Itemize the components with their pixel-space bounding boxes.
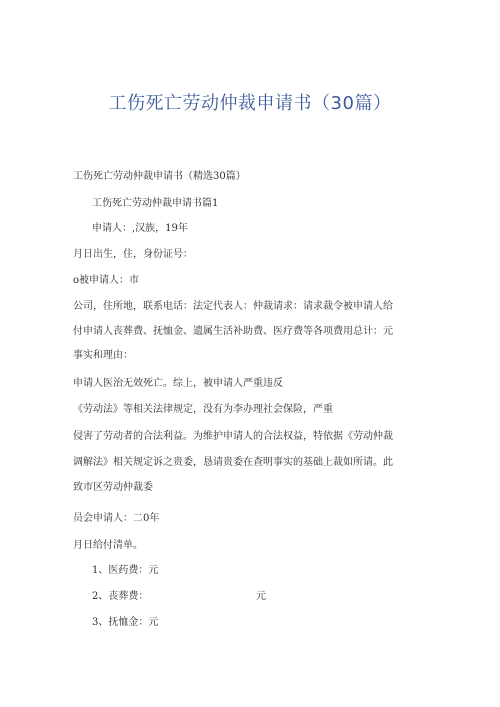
paragraph-line: 调解法》相关规定诉之贵委，恳请贵委在查明事实的基础上裁如所请。此 (73, 457, 393, 468)
paragraph-line: 侵害了劳动者的合法利益。为维护申请人的合法权益，特依据《劳动仲裁 (73, 431, 393, 442)
section-heading: 工伤死亡劳动仲裁申请书篇1 (92, 198, 219, 209)
subtitle-line: 工伤死亡劳动仲裁申请书（精选30篇） (73, 171, 246, 182)
document-title: 工伤死亡劳动仲裁申请书（30篇） (108, 93, 392, 114)
respondent-line: o被申请人：市 (73, 275, 140, 286)
paragraph-line: 事实和理由： (73, 350, 133, 361)
paragraph-line: 公司，住所地，联系电话：法定代表人：仲裁请求：请求裁令被申请人给 (73, 301, 393, 312)
list-item-amount-unit: 元 (256, 591, 266, 602)
list-item: 3、抚恤金：元 (92, 617, 159, 628)
paragraph-line: 致市区劳动仲裁委 (73, 482, 153, 493)
list-item: 1、医药费：元 (92, 565, 159, 576)
paragraph-line: 月日给付清单。 (73, 540, 143, 551)
paragraph-line: 申请人医治无效死亡。综上，被申请人严重违反 (73, 378, 283, 389)
paragraph-line: 员会申请人：二0年 (73, 513, 160, 524)
applicant-line: 申请人：,汉族，19年 (92, 223, 188, 234)
list-item: 2、丧葬费： (92, 591, 149, 602)
paragraph-line: 《劳动法》等相关法律规定，没有为李办理社会保险，严重 (73, 404, 333, 415)
birth-id-line: 月日出生，住，身份证号： (73, 249, 193, 260)
paragraph-line: 付申请人丧葬费、抚恤金、遗属生活补助费、医疗费等各项费用总计：元 (73, 326, 393, 337)
